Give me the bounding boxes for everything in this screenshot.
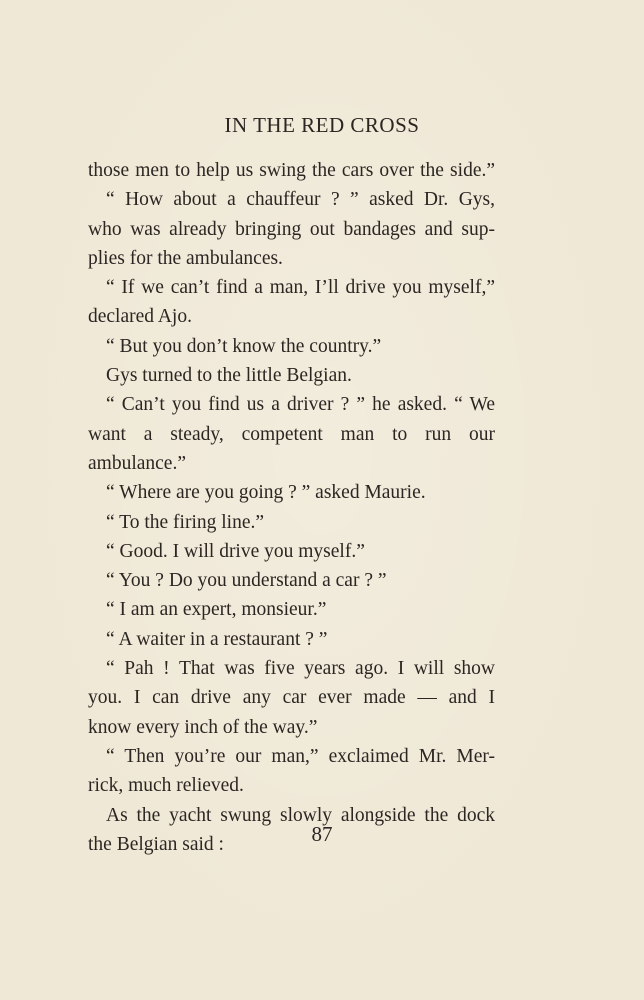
text-line: “ Can’t you find us a driver ? ” he asked. “ We [106, 394, 495, 416]
text-line: “ Good. I will drive you myself.” [106, 540, 365, 562]
text-line: “ I am an expert, monsieur.” [106, 599, 327, 621]
text-line: declared Ajo. [88, 306, 192, 328]
text-line: know every inch of the way.” [88, 716, 318, 738]
text-line: “ A waiter in a restaurant ? ” [106, 628, 328, 650]
text-line: you. I can drive any car ever made — and I [88, 687, 495, 709]
text-line: “ How about a chauffeur ? ” asked Dr. Gys, [106, 189, 495, 211]
text-line: the Belgian said : [88, 833, 224, 855]
text-line: want a steady, competent man to run our [88, 423, 495, 445]
text-line: those men to help us swing the cars over the side.” [88, 160, 495, 181]
text-line: rick, much relieved. [88, 775, 244, 797]
text-line: “ Pah ! That was five years ago. I will show [106, 658, 495, 680]
text-line: Gys turned to the little Belgian. [106, 365, 352, 387]
text-line: “ To the firing line.” [106, 511, 265, 533]
body-text [88, 156, 495, 859]
text-line: plies for the ambulances. [88, 247, 283, 269]
text-line: who was already bringing out bandages and sup- [88, 218, 495, 240]
text-line: “ But you don’t know the country.” [106, 335, 382, 357]
text-line: ambulance.” [88, 452, 186, 474]
text-line: As the yacht swung slowly alongside the dock [106, 804, 495, 826]
text-line: “ Then you’re our man,” exclaimed Mr. Mer- [106, 745, 495, 767]
text-line: “ You ? Do you understand a car ? ” [106, 570, 387, 592]
text-line: “ Where are you going ? ” asked Maurie. [106, 482, 426, 504]
running-head: IN THE RED CROSS [224, 113, 420, 137]
text-line: “ If we can’t find a man, I’ll drive you myself,” [106, 277, 495, 299]
page-number: 87 [311, 822, 333, 846]
